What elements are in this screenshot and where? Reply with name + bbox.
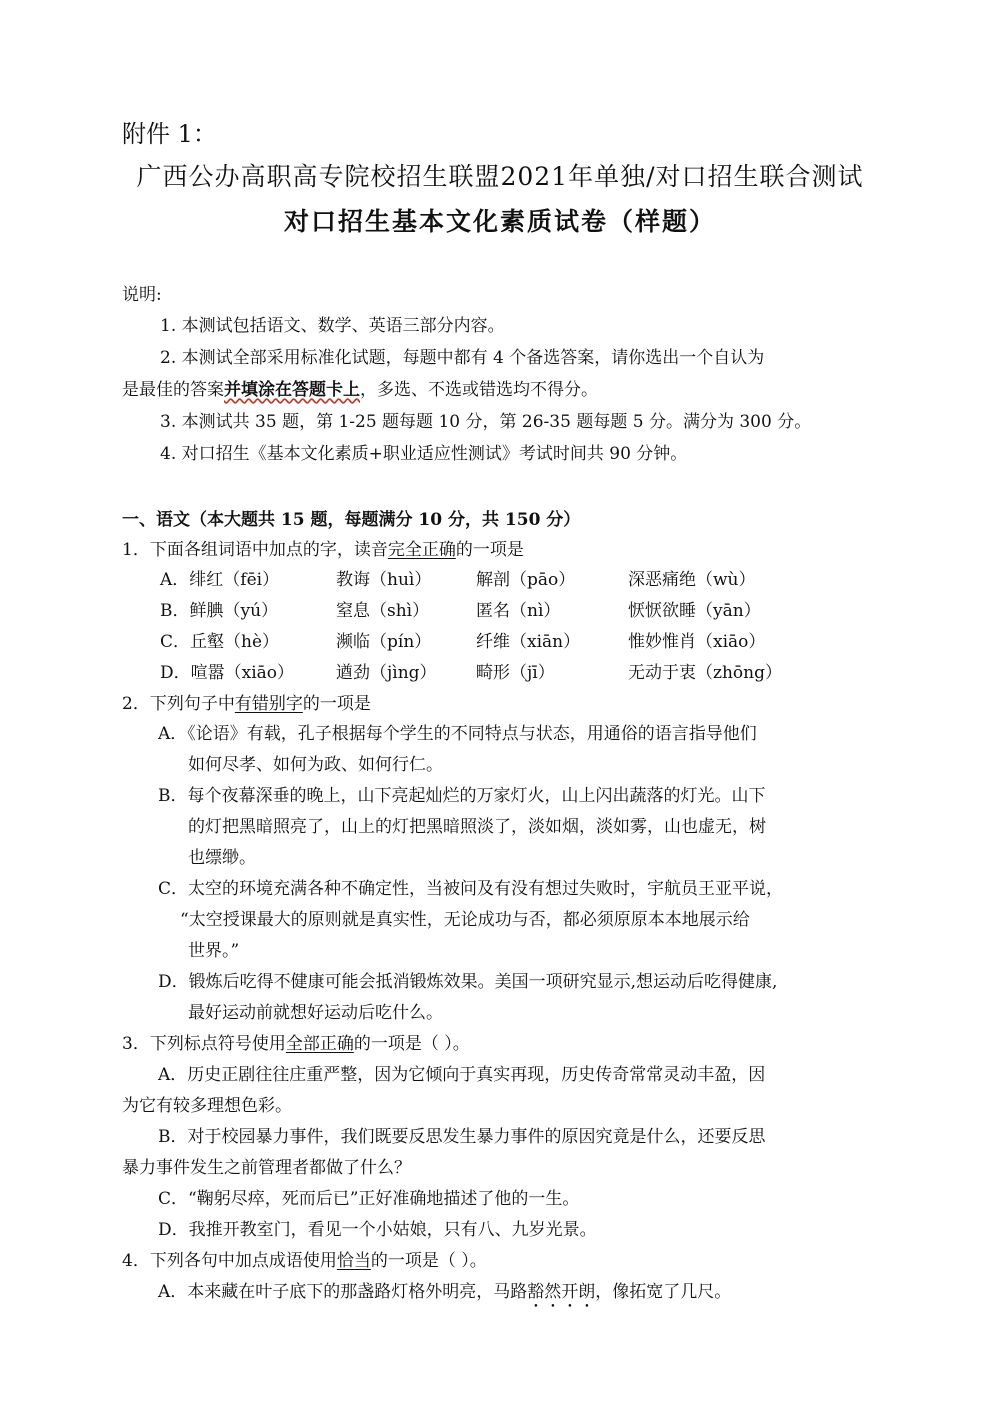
note-2-text-end: ，多选、不选或错选均不得分。 xyxy=(360,380,598,400)
q4-stem-post: 的一项是（ ）。 xyxy=(370,1251,487,1271)
q1-option-b-4: 恹恹欲睡（yān） xyxy=(628,601,761,621)
note-2-line2 xyxy=(122,378,598,402)
q1-option-a-3: 解剖（pāo） xyxy=(476,570,576,590)
q1-option-c-2: 濒临（pín） xyxy=(336,632,432,652)
q1-option-d-3: 畸形（jī） xyxy=(476,663,555,683)
q4-stem-pre: 4．下列各句中加点成语使用 xyxy=(122,1251,337,1271)
q1-option-a-2: 教诲（huì） xyxy=(336,570,432,590)
q1-option-a-4: 深恶痛绝（wù） xyxy=(628,570,756,590)
note-1: 1. 本测试包括语文、数学、英语三部分内容。 xyxy=(160,316,505,336)
q4-stem-underlined: 恰当 xyxy=(336,1251,371,1271)
q2-option-d-line2: 最好运动前就想好运动后吃什么。 xyxy=(188,1003,443,1023)
attachment-label: 附件 1： xyxy=(122,120,217,148)
q2-option-c-line1: C．太空的环境充满各种不确定性，当被问及有没有想过失败时，宇航员王亚平说， xyxy=(158,879,784,899)
q2-option-a-line1: A．《论语》有载，孔子根据每个学生的不同特点与状态，用通俗的语言指导他们 xyxy=(158,724,757,744)
q2-option-b-line3: 也缥缈。 xyxy=(188,848,256,868)
question-3-stem xyxy=(122,1032,470,1056)
q1-option-d-2: 遒劲（jìng） xyxy=(336,663,437,683)
q2-stem-pre: 2．下列句子中 xyxy=(122,694,235,714)
q3-option-a-line2: 为它有较多理想色彩。 xyxy=(122,1096,292,1116)
q4-dotted-idiom: 豁然开朗 xyxy=(527,1282,596,1302)
question-2-stem xyxy=(122,692,371,716)
q2-stem-underlined: 有错别字 xyxy=(234,694,303,714)
note-2-line1: 2. 本测试全部采用标准化试题，每题中都有 4 个备选答案，请你选出一个自认为 xyxy=(160,348,765,368)
notes-heading: 说明: xyxy=(122,285,162,305)
q2-option-a-line2: 如何尽孝、如何为政、如何行仁。 xyxy=(188,755,443,775)
q2-stem-post: 的一项是 xyxy=(302,694,371,714)
q1-stem-pre: 1．下面各组词语中加点的字，读音 xyxy=(122,540,388,560)
q1-option-b-2: 窒息（shì） xyxy=(336,601,430,621)
q2-option-b-line1: B．每个夜幕深垂的晚上，山下亮起灿烂的万家灯火，山上闪出蔬落的灯光。山下 xyxy=(158,786,766,806)
q4-option-a xyxy=(158,1280,731,1312)
q3-option-b-line2: 暴力事件发生之前管理者都做了什么？ xyxy=(122,1158,411,1178)
q1-option-b-3: 匿名（nì） xyxy=(476,601,561,621)
q3-stem-post: 的一项是（ ）。 xyxy=(353,1034,470,1054)
exam-subtitle: 对口招生基本文化素质试卷（样题） xyxy=(283,207,716,236)
q3-stem-underlined: 全部正确 xyxy=(285,1034,354,1054)
q3-option-a-line1: A．历史正剧往往庄重严整，因为它倾向于真实再现，历史传奇常常灵动丰盈，因 xyxy=(158,1065,766,1085)
q4-option-a-post: ，像拓宽了几尺。 xyxy=(595,1282,732,1302)
q1-option-a-1: A．绯红（fēi） xyxy=(160,570,280,590)
q2-option-d-line1: D．锻炼后吃得不健康可能会抵消锻炼效果。美国一项研究显示,想运动后吃得健康, xyxy=(158,972,778,992)
q1-option-c-4: 惟妙惟肖（xiāo） xyxy=(628,632,766,652)
exam-title: 广西公办高职高专院校招生联盟2021年单独/对口招生联合测试 xyxy=(136,162,864,191)
q3-option-d: D．我推开教室门，看见一个小姑娘，只有八、九岁光景。 xyxy=(158,1220,597,1240)
q1-stem-post: 的一项是 xyxy=(455,540,524,560)
q1-stem-underlined: 完全正确 xyxy=(387,540,456,560)
note-2-text: 是最佳的答案 xyxy=(122,380,224,400)
note-3: 3. 本测试共 35 题，第 1-25 题每题 10 分，第 26-35 题每题 5 分。满分为 300 分。 xyxy=(160,412,812,432)
q3-option-c: C．“鞠躬尽瘁，死而后已”正好准确地描述了他的一生。 xyxy=(158,1189,580,1209)
q1-option-d-1: D．喧嚣（xiāo） xyxy=(160,663,295,683)
q1-option-c-1: C．丘壑（hè） xyxy=(160,632,280,652)
note-4: 4. 对口招生《基本文化素质+职业适应性测试》考试时间共 90 分钟。 xyxy=(160,444,688,464)
q3-option-b-line1: B．对于校园暴力事件，我们既要反思发生暴力事件的原因究竟是什么，还要反思 xyxy=(158,1127,766,1147)
q1-option-d-4: 无动于衷（zhōng） xyxy=(628,663,782,683)
q4-option-a-pre: A．本来藏在叶子底下的那盏路灯格外明亮，马路 xyxy=(158,1282,528,1302)
section-heading-chinese: 一、语文（本大题共 15 题，每题满分 10 分，共 150 分） xyxy=(122,510,581,530)
note-2-emphasis: 并填涂在答题卡上 xyxy=(224,380,360,400)
q2-option-b-line2: 的灯把黑暗照亮了，山上的灯把黑暗照淡了，淡如烟，淡如雾，山也虚无，树 xyxy=(188,817,766,837)
question-4-stem xyxy=(122,1249,487,1273)
q3-stem-pre: 3．下列标点符号使用 xyxy=(122,1034,286,1054)
q1-option-b-1: B．鲜腆（yú） xyxy=(160,601,279,621)
question-1-stem xyxy=(122,538,524,562)
q1-option-c-3: 纤维（xiān） xyxy=(476,632,581,652)
q2-option-c-line3: 世界。” xyxy=(188,941,240,961)
q2-option-c-line2: “太空授课最大的原则就是真实性，无论成功与否，都必须原原本本地展示给 xyxy=(180,910,750,930)
